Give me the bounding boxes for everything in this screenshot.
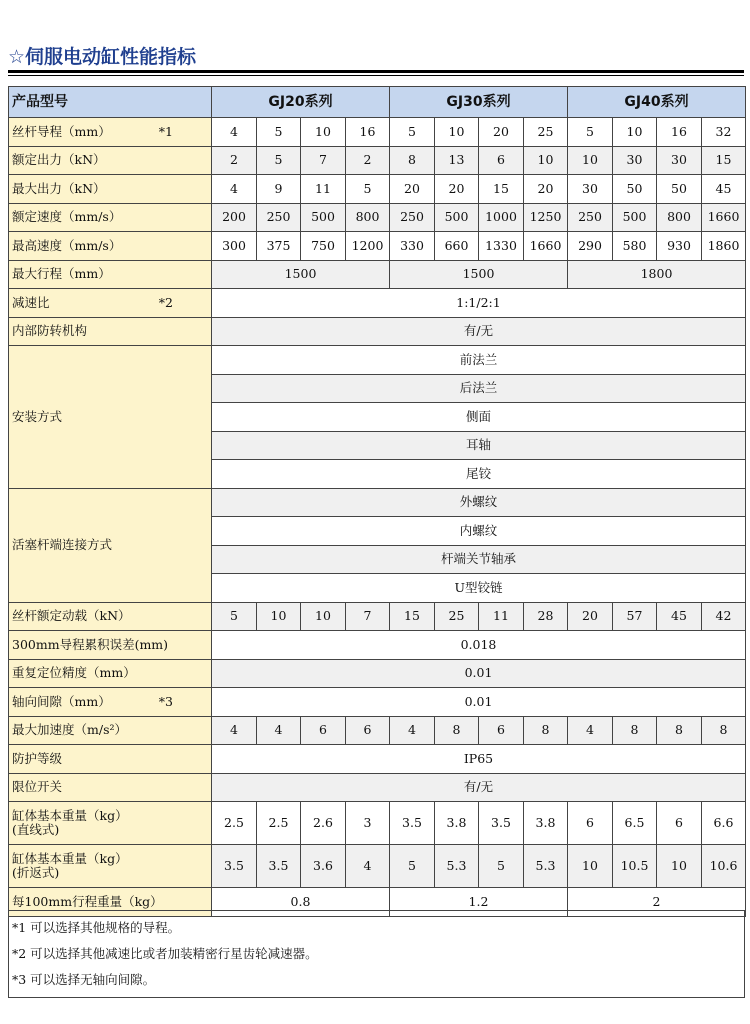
table-cell: 10 bbox=[568, 146, 613, 175]
table-row bbox=[9, 745, 746, 774]
row-label bbox=[9, 118, 212, 147]
row-label-line1: 缸体基本重量（kg） bbox=[12, 851, 128, 866]
row-label: 额定速度（mm/s） bbox=[9, 203, 212, 232]
table-cell: 4 bbox=[212, 118, 257, 147]
table-cell: 5 bbox=[212, 602, 257, 631]
table-cell: 尾铰 bbox=[212, 460, 746, 489]
series-header-gj40: GJ40系列 bbox=[568, 87, 746, 118]
row-label: 防护等级 bbox=[9, 745, 212, 774]
table-cell: 5 bbox=[568, 118, 613, 147]
table-cell: 10 bbox=[657, 845, 702, 888]
row-label: 最大行程（mm） bbox=[9, 260, 212, 289]
series-header-gj20: GJ20系列 bbox=[212, 87, 390, 118]
table-cell: 外螺纹 bbox=[212, 488, 746, 517]
table-cell: 10 bbox=[613, 118, 657, 147]
table-cell: 1500 bbox=[390, 260, 568, 289]
table-row bbox=[9, 203, 746, 232]
table-cell: 4 bbox=[568, 716, 613, 745]
table-cell: 1250 bbox=[524, 203, 568, 232]
footnote-2: *2 可以选择其他减速比或者加装精密行星齿轮减速器。 bbox=[12, 946, 318, 961]
table-row bbox=[9, 118, 746, 147]
table-row bbox=[9, 631, 746, 660]
table-cell: 有/无 bbox=[212, 773, 746, 802]
title-rule-thin bbox=[8, 75, 744, 76]
table-row bbox=[9, 716, 746, 745]
table-cell: 4 bbox=[212, 175, 257, 204]
table-cell: 2 bbox=[212, 146, 257, 175]
table-cell: 6 bbox=[346, 716, 390, 745]
table-cell: 500 bbox=[613, 203, 657, 232]
table-cell: 10 bbox=[435, 118, 479, 147]
table-cell: 800 bbox=[657, 203, 702, 232]
table-cell: 1860 bbox=[702, 232, 746, 261]
table-cell: 5 bbox=[390, 118, 435, 147]
table-cell: 前法兰 bbox=[212, 346, 746, 375]
table-cell: 后法兰 bbox=[212, 374, 746, 403]
table-cell: 16 bbox=[657, 118, 702, 147]
table-cell: 3.5 bbox=[390, 802, 435, 845]
table-cell: 杆端关节轴承 bbox=[212, 545, 746, 574]
table-cell: 有/无 bbox=[212, 317, 746, 346]
table-cell: 3.8 bbox=[435, 802, 479, 845]
table-row bbox=[9, 232, 746, 261]
table-cell: 250 bbox=[257, 203, 301, 232]
row-label-line1: 缸体基本重量（kg） bbox=[12, 808, 128, 823]
table-cell: 3.6 bbox=[301, 845, 346, 888]
table-cell: 290 bbox=[568, 232, 613, 261]
footnote-3: *3 可以选择无轴向间隙。 bbox=[12, 972, 156, 987]
footnote-mark: *3 bbox=[158, 693, 173, 709]
row-label: 内部防转机构 bbox=[9, 317, 212, 346]
row-label: 最大加速度（m/s²） bbox=[9, 716, 212, 745]
table-cell: 28 bbox=[524, 602, 568, 631]
header-row bbox=[9, 87, 746, 118]
table-cell: 3.5 bbox=[479, 802, 524, 845]
table-cell: 10 bbox=[257, 602, 301, 631]
table-cell: 800 bbox=[346, 203, 390, 232]
row-label bbox=[9, 688, 212, 717]
table-cell: 5.3 bbox=[435, 845, 479, 888]
table-cell: 30 bbox=[657, 146, 702, 175]
table-cell: 6 bbox=[568, 802, 613, 845]
table-cell: 0.018 bbox=[212, 631, 746, 660]
row-label-line2: (折返式) bbox=[12, 865, 60, 880]
row-label: 限位开关 bbox=[9, 773, 212, 802]
table-cell: 15 bbox=[390, 602, 435, 631]
table-cell: 580 bbox=[613, 232, 657, 261]
footnote-mark: *2 bbox=[158, 294, 173, 310]
table-cell: 20 bbox=[390, 175, 435, 204]
table-cell: 耳轴 bbox=[212, 431, 746, 460]
table-cell: 2 bbox=[568, 888, 746, 917]
table-cell: 1330 bbox=[479, 232, 524, 261]
header-label: 产品型号 bbox=[9, 87, 212, 118]
table-cell: 1:1/2:1 bbox=[212, 289, 746, 318]
footnote-1: *1 可以选择其他规格的导程。 bbox=[12, 920, 181, 935]
table-cell: 10.5 bbox=[613, 845, 657, 888]
table-cell: 侧面 bbox=[212, 403, 746, 432]
table-cell: 6 bbox=[479, 716, 524, 745]
table-cell: 57 bbox=[613, 602, 657, 631]
table-cell: 45 bbox=[657, 602, 702, 631]
table-cell: 1500 bbox=[212, 260, 390, 289]
row-label: 300mm导程累积误差(mm) bbox=[9, 631, 212, 660]
table-row bbox=[9, 845, 746, 888]
table-cell: 6 bbox=[479, 146, 524, 175]
table-cell: 6 bbox=[657, 802, 702, 845]
table-cell: 20 bbox=[568, 602, 613, 631]
table-row bbox=[9, 175, 746, 204]
table-cell: 5 bbox=[390, 845, 435, 888]
table-row bbox=[9, 260, 746, 289]
table-cell: 5 bbox=[257, 118, 301, 147]
table-cell: 20 bbox=[524, 175, 568, 204]
table-cell: 5.3 bbox=[524, 845, 568, 888]
table-cell: 3 bbox=[346, 802, 390, 845]
table-cell: 0.8 bbox=[212, 888, 390, 917]
table-cell: 2.6 bbox=[301, 802, 346, 845]
table-cell: 6.5 bbox=[613, 802, 657, 845]
table-cell: 内螺纹 bbox=[212, 517, 746, 546]
table-row bbox=[9, 659, 746, 688]
table-cell: 300 bbox=[212, 232, 257, 261]
table-cell: 2 bbox=[346, 146, 390, 175]
row-label: 最高速度（mm/s） bbox=[9, 232, 212, 261]
table-cell: 375 bbox=[257, 232, 301, 261]
table-cell: 500 bbox=[435, 203, 479, 232]
table-cell: 32 bbox=[702, 118, 746, 147]
table-cell: 8 bbox=[657, 716, 702, 745]
table-cell: 1200 bbox=[346, 232, 390, 261]
table-cell: 11 bbox=[479, 602, 524, 631]
table-cell: 7 bbox=[301, 146, 346, 175]
table-cell: 8 bbox=[390, 146, 435, 175]
table-cell: 500 bbox=[301, 203, 346, 232]
table-cell: 6.6 bbox=[702, 802, 746, 845]
table-cell: 20 bbox=[479, 118, 524, 147]
table-row bbox=[9, 802, 746, 845]
table-row bbox=[9, 688, 746, 717]
table-cell: 1660 bbox=[702, 203, 746, 232]
table-cell: 2.5 bbox=[212, 802, 257, 845]
table-cell: 4 bbox=[390, 716, 435, 745]
table-cell: 1800 bbox=[568, 260, 746, 289]
table-cell: 2.5 bbox=[257, 802, 301, 845]
table-cell: 4 bbox=[257, 716, 301, 745]
footnotes-box bbox=[8, 910, 745, 998]
table-cell: 50 bbox=[613, 175, 657, 204]
table-cell: 42 bbox=[702, 602, 746, 631]
table-row bbox=[9, 346, 746, 375]
table-cell: 250 bbox=[568, 203, 613, 232]
table-cell: 250 bbox=[390, 203, 435, 232]
table-cell: 5 bbox=[479, 845, 524, 888]
row-label-text: 丝杆导程（mm） bbox=[12, 123, 111, 139]
row-label bbox=[9, 845, 212, 888]
table-row bbox=[9, 773, 746, 802]
row-label-line2: (直线式) bbox=[12, 822, 60, 837]
row-label-text: 减速比 bbox=[12, 294, 50, 310]
row-label: 安装方式 bbox=[9, 346, 212, 489]
table-cell: 30 bbox=[568, 175, 613, 204]
table-cell: 200 bbox=[212, 203, 257, 232]
table-row bbox=[9, 488, 746, 517]
row-label: 丝杆额定动载（kN） bbox=[9, 602, 212, 631]
table-cell: 10 bbox=[524, 146, 568, 175]
table-cell: 10 bbox=[301, 602, 346, 631]
table-row bbox=[9, 146, 746, 175]
table-cell: 3.8 bbox=[524, 802, 568, 845]
table-cell: 9 bbox=[257, 175, 301, 204]
table-cell: 30 bbox=[613, 146, 657, 175]
table-cell: 330 bbox=[390, 232, 435, 261]
table-cell: 25 bbox=[435, 602, 479, 631]
table-cell: 1000 bbox=[479, 203, 524, 232]
table-cell: 45 bbox=[702, 175, 746, 204]
row-label: 活塞杆端连接方式 bbox=[9, 488, 212, 602]
table-cell: 10 bbox=[301, 118, 346, 147]
table-cell: 10.6 bbox=[702, 845, 746, 888]
footnotes-cell bbox=[9, 911, 745, 998]
table-cell: IP65 bbox=[212, 745, 746, 774]
table-cell: 10 bbox=[568, 845, 613, 888]
row-label: 重复定位精度（mm） bbox=[9, 659, 212, 688]
row-label-text: 轴向间隙（mm） bbox=[12, 693, 111, 709]
table-cell: 11 bbox=[301, 175, 346, 204]
table-cell: 15 bbox=[702, 146, 746, 175]
table-cell: 4 bbox=[346, 845, 390, 888]
table-cell: 50 bbox=[657, 175, 702, 204]
table-row bbox=[9, 289, 746, 318]
row-label bbox=[9, 289, 212, 318]
table-cell: 5 bbox=[346, 175, 390, 204]
series-header-gj30: GJ30系列 bbox=[390, 87, 568, 118]
table-cell: 13 bbox=[435, 146, 479, 175]
table-cell: 930 bbox=[657, 232, 702, 261]
table-cell: U型铰链 bbox=[212, 574, 746, 603]
table-cell: 660 bbox=[435, 232, 479, 261]
table-cell: 1660 bbox=[524, 232, 568, 261]
footnote-mark: *1 bbox=[158, 123, 173, 139]
table-cell: 3.5 bbox=[212, 845, 257, 888]
table-cell: 8 bbox=[613, 716, 657, 745]
table-cell: 6 bbox=[301, 716, 346, 745]
title-rule-thick bbox=[8, 70, 744, 73]
table-cell: 0.01 bbox=[212, 659, 746, 688]
table-cell: 7 bbox=[346, 602, 390, 631]
table-cell: 25 bbox=[524, 118, 568, 147]
table-cell: 20 bbox=[435, 175, 479, 204]
table-cell: 3.5 bbox=[257, 845, 301, 888]
table-cell: 750 bbox=[301, 232, 346, 261]
table-cell: 8 bbox=[524, 716, 568, 745]
row-label: 每100mm行程重量（kg） bbox=[9, 888, 212, 917]
spec-table bbox=[8, 86, 746, 917]
table-cell: 15 bbox=[479, 175, 524, 204]
row-label: 额定出力（kN） bbox=[9, 146, 212, 175]
table-cell: 5 bbox=[257, 146, 301, 175]
table-row bbox=[9, 602, 746, 631]
table-cell: 8 bbox=[702, 716, 746, 745]
table-cell: 1.2 bbox=[390, 888, 568, 917]
table-cell: 8 bbox=[435, 716, 479, 745]
table-cell: 16 bbox=[346, 118, 390, 147]
page-title: ☆伺服电动缸性能指标 bbox=[8, 46, 197, 68]
table-cell: 4 bbox=[212, 716, 257, 745]
table-cell: 0.01 bbox=[212, 688, 746, 717]
row-label: 最大出力（kN） bbox=[9, 175, 212, 204]
table-row bbox=[9, 317, 746, 346]
row-label bbox=[9, 802, 212, 845]
